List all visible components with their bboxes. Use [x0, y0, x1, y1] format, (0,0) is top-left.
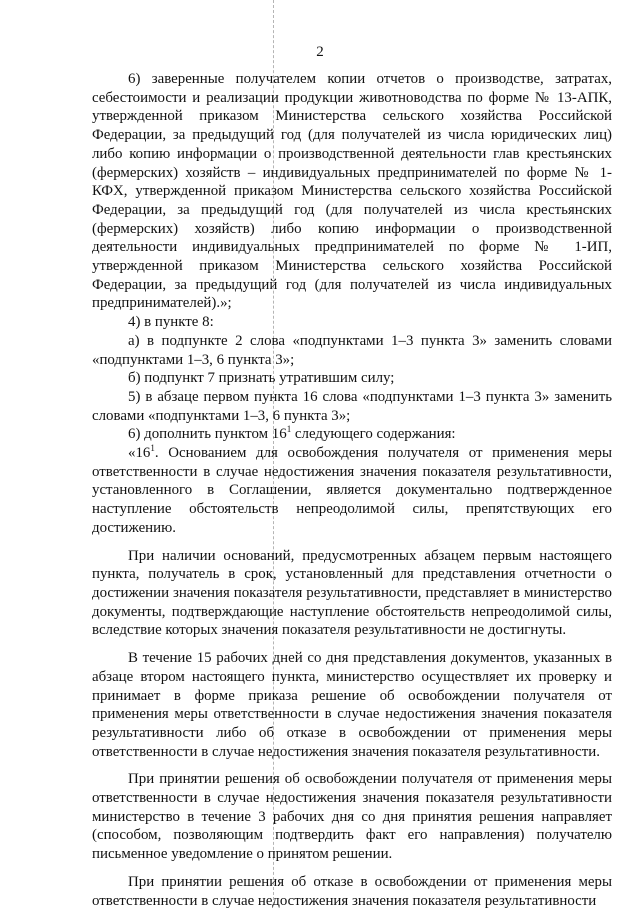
superscript: 1 [150, 443, 155, 454]
paragraph-grounds: При наличии оснований, предусмотренных абзацем первым настоящего пункта, получатель в срок, установленный для представления отчетности о достижении значения показателя результативности, представляет в министерство документы, подтверждающие наступление обстоятельств непреодолимой силы, вследствие которых значения показателя результативности не достигнуты. [92, 547, 612, 639]
paragraph-point-6-text: 6) дополнить пунктом 16 [128, 426, 287, 443]
paragraph-point-6 [92, 425, 612, 444]
paragraph-subpoint-b: б) подпункт 7 признать утратившим силу; [128, 370, 395, 387]
superscript: 1 [286, 424, 292, 435]
paragraph-review-period: В течение 15 рабочих дней со дня представления документов, указанных в абзаце втором настоящего пункта, министерство осуществляет их проверку и принимает в форме приказа решение об освобождении получателя от применения меры ответственности в случае недостижения значения показателя результативности либо об отказе в освобождении от применения меры ответственности в случае недостижения значения показателя результативности. [92, 650, 612, 760]
paragraph-exemption-decision: При принятии решения об освобождении получателя от применения меры ответственности в случае недостижения значения показателя результативности министерство в течение 3 рабочих дня со дня принятия решения направляет (способом, позволяющим подтвердить факт его направления) получателю письменное уведомление о принятом решении. [92, 771, 612, 863]
clause-text: . Основанием для освобождения получателя от применения меры ответственности в случае недостижения значения показателя результативности, установленного в Соглашении, является документально подтвержденное наступление обстоятельств непреодолимой силы, препятствующих его достижению. [92, 445, 612, 536]
clause-number: «16 [128, 445, 151, 462]
paragraph-item-6-reports: 6) заверенные получателем копии отчетов о производстве, затратах, себестоимости и реализации продукции животноводства по форме № 13-АПК, утвержденной приказом Министерства сельского хозяйства Российской Федерации, за предыдущий год (для получателей из числа юридических лиц) либо копию информации о производственной деятельности глав крестьянских (фермерских) хозяйств – индивидуальных предпринимателей по форме № 1-КФХ, утвержденной приказом Министерства сельского хозяйства Российской Федерации, за предыдущий год (для получателей из числа крестьянских (фермерских) хозяйств) либо копию информации о производственной деятельности индивидуальных предпринимателей по форме № 1-ИП, утвержденной приказом Министерства сельского хозяйства Российской Федерации, за предыдущий год (для получателей из числа индивидуальных предпринимателей).»; [92, 71, 612, 312]
paragraph-clause-16-1 [92, 444, 612, 538]
paragraph-point-5: 5) в абзаце первом пункта 16 слова «подпунктами 1–3 пункта 3» заменить словами «подпунктами 1–3, 6 пункта 3»; [92, 388, 612, 424]
paragraph-refusal-decision: При принятии решения об отказе в освобождении от применения меры ответственности в случае недостижения значения показателя результативности [92, 873, 612, 909]
paragraph-subpoint-a: а) в подпункте 2 слова «подпунктами 1–3 пункта 3» заменить словами «подпунктами 1–3, 6 пункта 3»; [92, 332, 612, 368]
document-body [92, 70, 612, 910]
paragraph-point-6-tail: следующего содержания: [291, 426, 456, 443]
page-number: 2 [316, 44, 324, 60]
paragraph-point-4: 4) в пункте 8: [128, 314, 214, 331]
